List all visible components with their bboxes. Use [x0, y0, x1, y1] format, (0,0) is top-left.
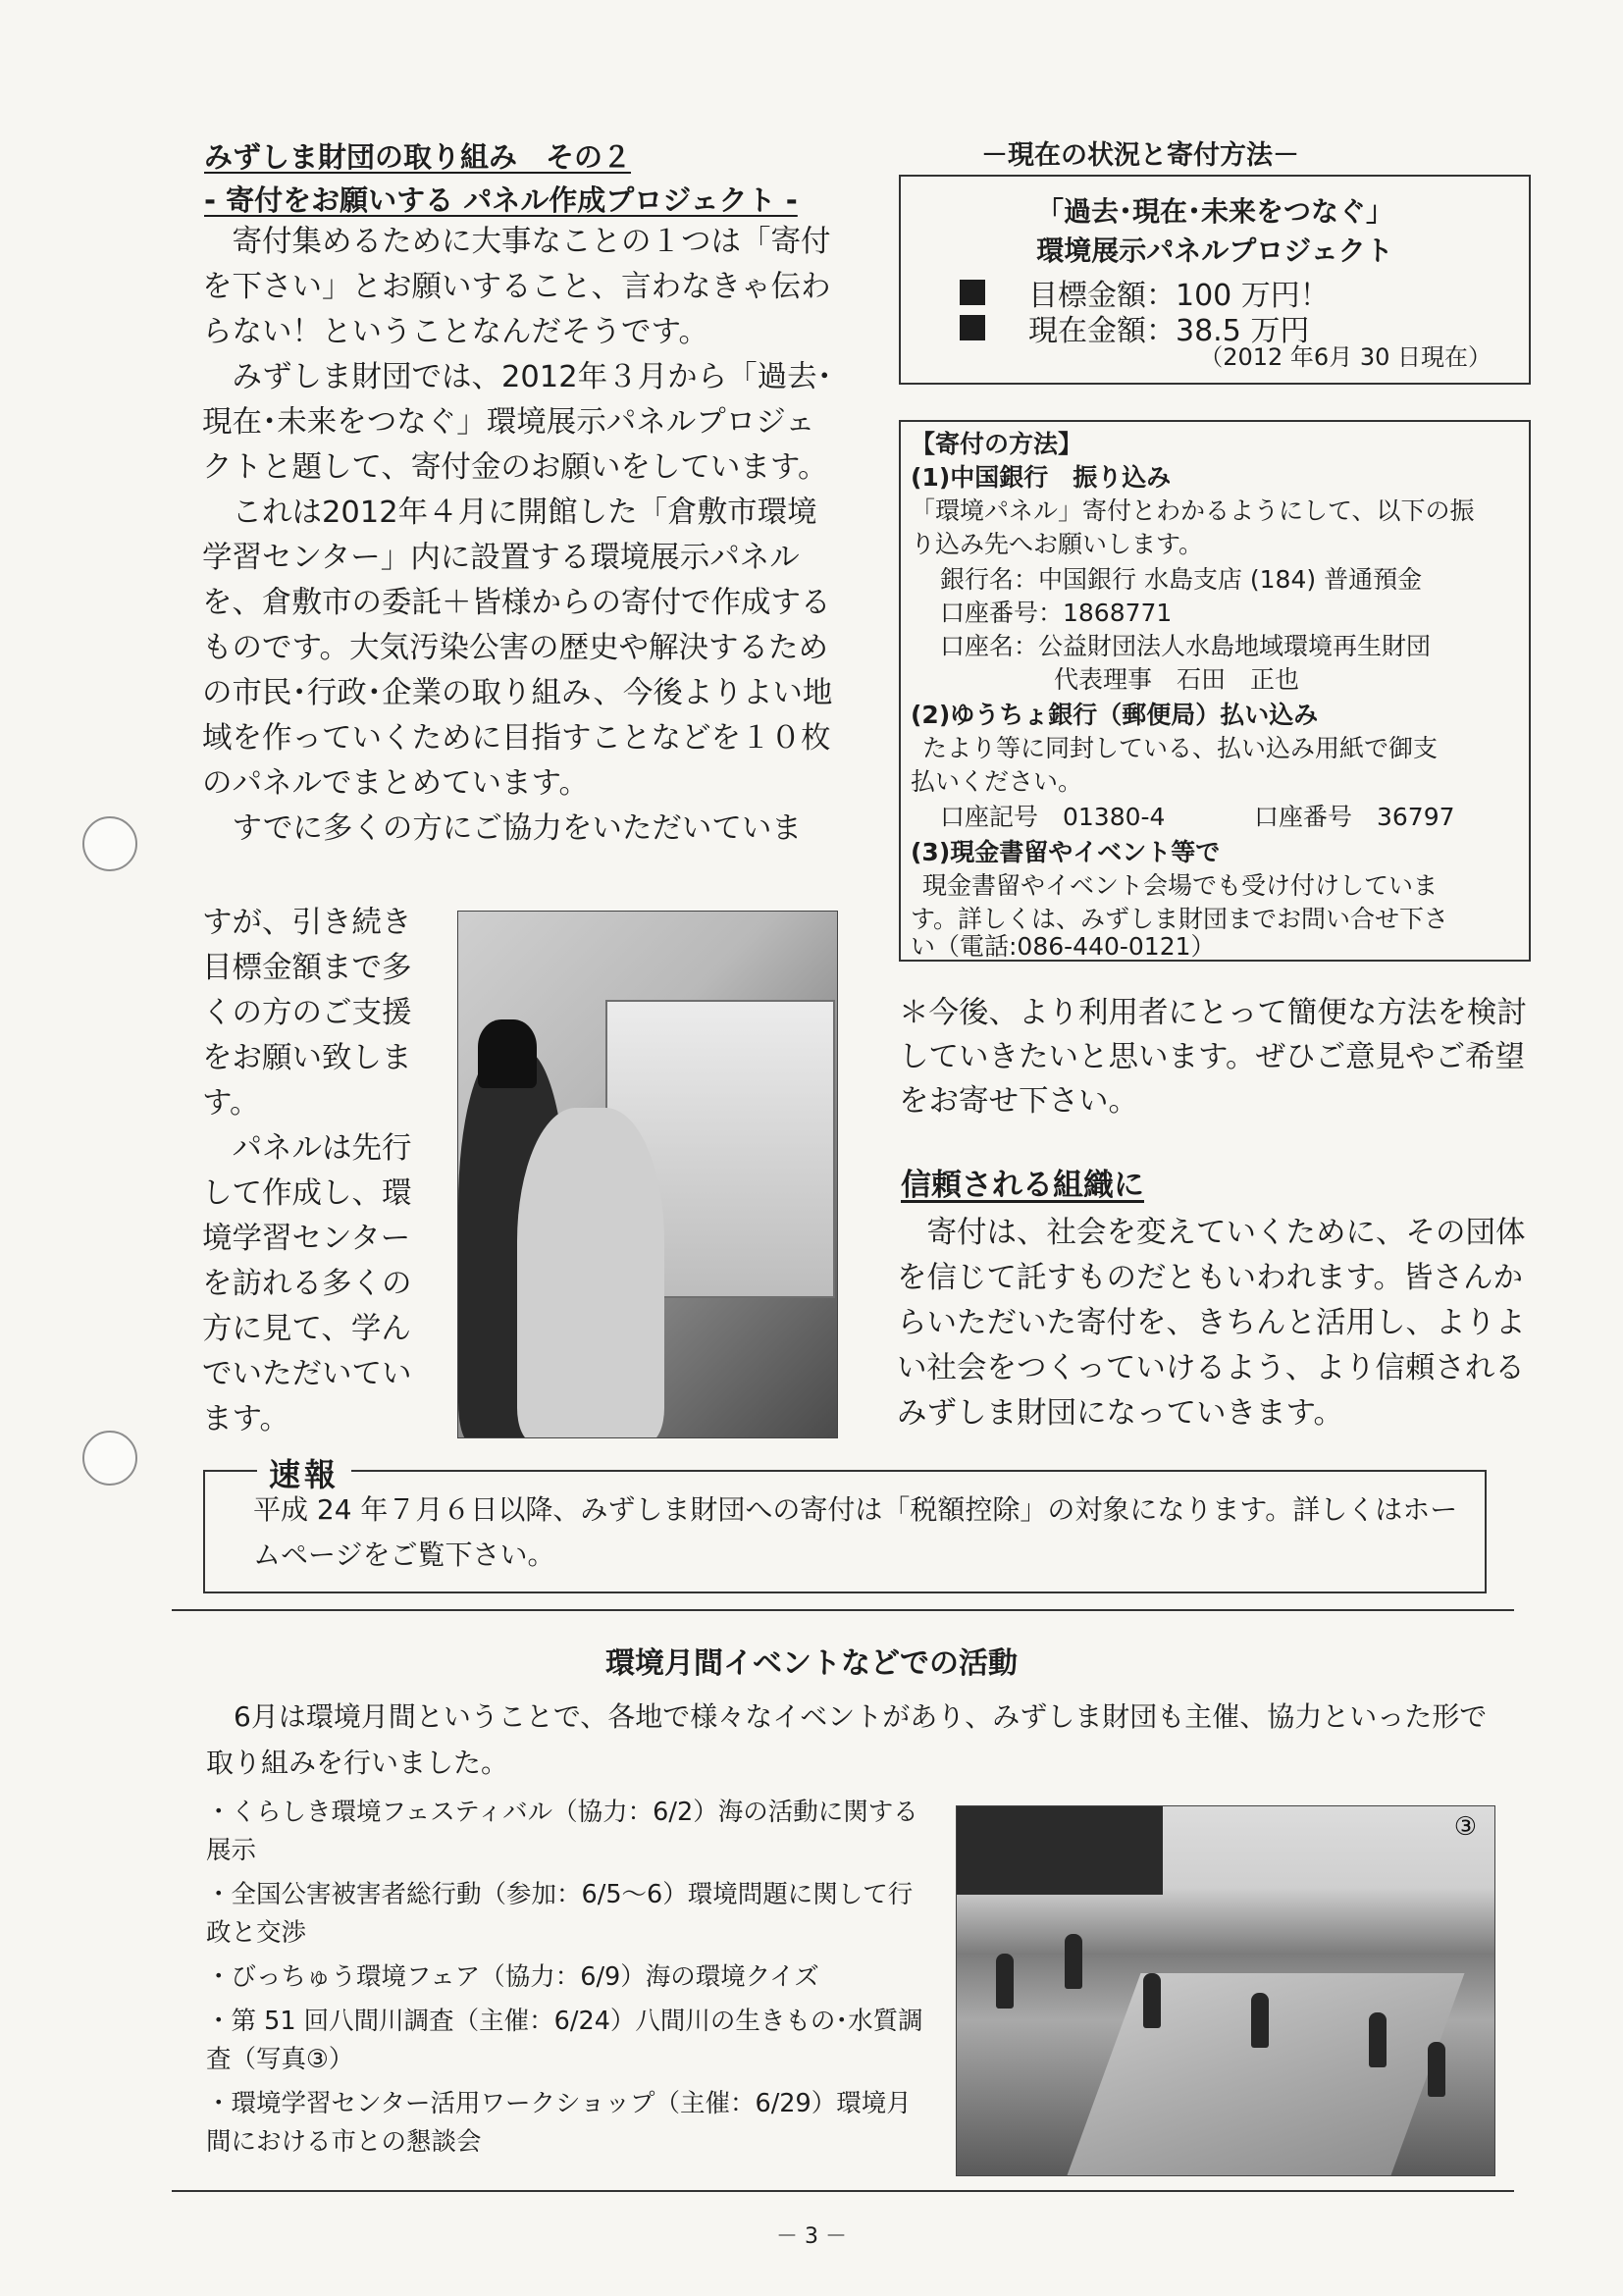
method1-desc: り込み先へお願いします。	[911, 530, 1204, 558]
list-item: ・全国公害被害者総行動（参加：6/5～6）環境問題に関して行政と交渉	[206, 1880, 914, 1948]
list-item: ・第 51 回八間川調査（主催：6/24）八間川の生きもの･水質調査（写真③）	[206, 2007, 923, 2074]
punch-hole-top	[82, 816, 137, 871]
list-item: ・環境学習センター活用ワークショップ（主催：6/29）環境月間における市との懇談会	[206, 2089, 912, 2157]
method3-contact: い（電話:086-440-0121）	[911, 932, 1216, 961]
env-intro: 6月は環境月間ということで、各地で様々なイベントがあり、みずしま財団も主催、協力といった形で取り組みを行いました。	[206, 1700, 1488, 1779]
participant	[1369, 2012, 1387, 2067]
photo-number-label: ③	[1453, 1812, 1477, 1842]
participant	[1065, 1934, 1082, 1989]
river-survey-photo	[956, 1805, 1495, 2176]
target-amount: 目標金額：100 万円！	[1028, 279, 1330, 313]
project-status-box	[899, 175, 1531, 385]
account-name: 口座名：公益財団法人水島地域環境再生財団	[940, 632, 1432, 660]
bullet-square-icon	[960, 280, 985, 305]
postal-account-symbol: 口座記号 01380-4	[940, 803, 1166, 831]
project-name-line2: 環境展示パネルプロジェクト	[1036, 235, 1393, 267]
trust-heading: 信頼される組織に	[901, 1168, 1144, 1203]
paragraph: すでに多くの方にご協力をいただいていま	[232, 811, 802, 846]
method3-title: (3)現金書留やイベント等で	[911, 838, 1221, 866]
method2-desc: 払いください。	[911, 767, 1083, 796]
participant	[1428, 2042, 1445, 2097]
paragraph: 寄付は、社会を変えていくために、その団体を信じて託すものだともいわれます。皆さんからいただいた寄付を、きちんと活用し、よりよい社会をつくっていけるよう、より信頼されるみずしま財団になっていきます。	[897, 1216, 1526, 1431]
exhibition-photo	[457, 911, 838, 1438]
account-number: 口座番号：1868771	[940, 599, 1173, 627]
note-paragraph: ＊今後、より利用者にとって簡便な方法を検討していきたいと思います。ぜひご意見やご希望をお寄せ下さい。	[899, 996, 1527, 1119]
paragraph: すが、引き続き目標金額まで多くの方のご支援をお願い致します。	[202, 906, 412, 1121]
paragraph: 寄付集めるために大事なことの１つは「寄付を下さい」とお願いすること、言わなきゃ伝わらない！ということなんだそうです。	[202, 225, 831, 349]
as-of-date: （2012 年6月 30 日現在）	[1199, 343, 1492, 371]
bullet-square-icon	[960, 315, 985, 340]
participant	[996, 1954, 1014, 2009]
donation-header: 【寄付の方法】	[911, 430, 1083, 458]
current-amount: 現在金額：38.5 万円	[1028, 314, 1310, 348]
method2-desc: たより等に同封している、払い込み用紙で御支	[922, 734, 1439, 762]
paragraph: これは2012年４月に開館した「倉敷市環境学習センター」内に設置する環境展示パネルを、倉敷市の委託＋皆様からの寄付で作成するものです。大気汚染公害の歴史や解決するための市民･行政･企業の取り組み、今後よりよい地域を作っていくために目指すことなどを１０枚のパネルでまとめています。	[202, 496, 833, 801]
article-subheading: - 寄付をお願いする パネル作成プロジェクト -	[204, 183, 798, 217]
breaking-news-text: 平成 24 年７月６日以降、みずしま財団への寄付は「税額控除」の対象になります。詳しくはホームページをご覧下さい。	[253, 1493, 1458, 1571]
method2-title: (2)ゆうちょ銀行（郵便局）払い込み	[911, 701, 1319, 729]
representative: 代表理事 石田 正也	[1054, 665, 1300, 694]
paragraph: パネルは先行して作成し、環境学習センターを訪れる多くの方に見て、学んでいただいています。	[202, 1131, 412, 1436]
paragraph: みずしま財団では、2012年３月から「過去･現在･未来をつなぐ」環境展示パネルプロジェクトと題して、寄付金のお願いをしています。	[202, 360, 832, 485]
visitor	[517, 1108, 664, 1438]
breaking-news-label: 速報	[257, 1450, 351, 1495]
article-heading: みずしま財団の取り組み その２	[204, 140, 632, 174]
method3-desc: 現金書留やイベント会場でも受け付けしていま	[922, 871, 1439, 900]
punch-hole-bottom	[82, 1431, 137, 1486]
env-section-title: 環境月間イベントなどでの活動	[605, 1646, 1018, 1681]
article-body-narrow	[202, 901, 426, 1442]
list-item: ・びっちゅう環境フェア（協力：6/9）海の環境クイズ	[206, 1962, 819, 1992]
list-item: ・くらしき環境フェスティバル（協力：6/2）海の活動に関する展示	[206, 1798, 918, 1865]
section-divider	[172, 1609, 1514, 1611]
visitor	[478, 1019, 537, 1088]
page-number: － 3 －	[776, 2224, 847, 2249]
method1-desc: 「環境パネル」寄付とわかるようにして、以下の振	[911, 496, 1475, 525]
trust-body	[897, 1211, 1539, 1436]
method3-desc: す。詳しくは、みずしま財団までお問い合せ下さ	[911, 905, 1449, 933]
method1-title: (1)中国銀行 振り込み	[911, 463, 1172, 492]
event-list	[206, 1794, 932, 2167]
participant	[1143, 1973, 1161, 2028]
status-title: －現在の状況と寄付方法－	[981, 140, 1299, 171]
bank-name: 銀行名：中国銀行 水島支店 (184) 普通預金	[940, 565, 1423, 594]
participant	[1251, 1993, 1269, 2048]
article-body	[202, 220, 836, 852]
postal-account-number: 口座番号 36797	[1254, 803, 1455, 831]
project-name-line1: 「過去･現在･未来をつなぐ」	[1035, 195, 1393, 228]
section-divider	[172, 2190, 1514, 2192]
tent	[957, 1806, 1163, 1895]
donation-methods-box	[899, 420, 1531, 962]
